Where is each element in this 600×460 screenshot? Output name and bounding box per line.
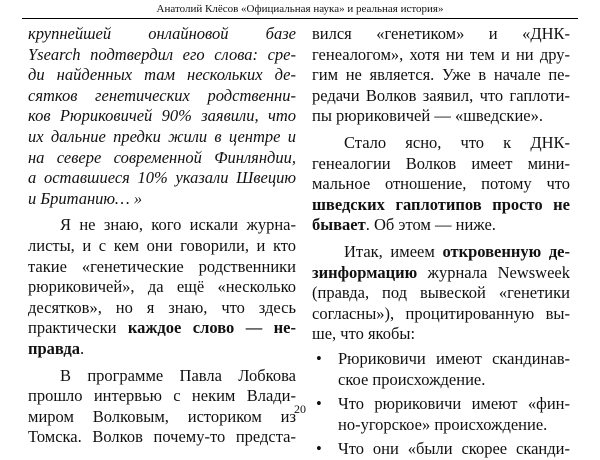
paragraph-line (28, 318, 296, 339)
paragraph-line: десятков», но я знаю, что здесь (28, 297, 296, 317)
paragraph-line: генеалогии Волков имеет мини- (312, 153, 570, 173)
paragraph-line (312, 215, 570, 236)
paragraph-line: пы рюриковичей — «шведские». (312, 106, 543, 126)
list-item-line: но-угорское» происхождение. (338, 414, 548, 434)
paragraph-line: редачи Волков заявил, что гаплоти- (312, 85, 570, 105)
paragraph-line: Стало ясно, что к ДНК- (344, 132, 570, 152)
quote-line: сятков генетических родственни- (28, 85, 296, 105)
paragraph-line: В программе Павла Лобкова (60, 365, 296, 385)
quote-line: ков Рюриковичей 90% заявили, что (28, 106, 296, 126)
bullet-icon: • (316, 439, 322, 459)
paragraph-line: прошло интервью с неким Влади- (28, 386, 296, 406)
bold-run: зинформацию (312, 262, 418, 282)
list-item-line: Рюриковичи имеют скандинав- (338, 348, 570, 368)
paragraph-line: ше, что якобы: (312, 324, 416, 344)
quote-line: крупнейшей онлайновой базе (28, 24, 296, 43)
list-item (312, 439, 570, 460)
list-item (312, 349, 570, 390)
paragraph-line: такие «генетические родственники (28, 256, 296, 276)
left-column (28, 24, 296, 448)
paragraph-line: Томска. Волков почему-то предста- (28, 427, 296, 447)
quote-line: а оставшиеся 10% указали Швецию (28, 168, 296, 188)
paragraph-line: гим не является. Уже в начале пе- (312, 65, 570, 85)
bold-run: откровенную де- (442, 241, 570, 261)
bullet-icon: • (316, 394, 322, 414)
paragraph-line: Я не знаю, кого искали журна- (60, 215, 296, 235)
right-column (312, 24, 570, 460)
quote-line: их дальние предки жили в центре и (28, 126, 296, 146)
page-number: 20 (294, 402, 306, 416)
paragraph-line (312, 263, 570, 284)
paragraph-line: шведских гаплотипов просто не (312, 194, 570, 214)
quote-line: Ysearch подтвердил его слова: сре- (28, 44, 296, 64)
list-item-line: Что рюриковичи имеют «фин- (338, 394, 570, 414)
bullet-icon: • (316, 348, 322, 368)
paragraph-line: вился «генетиком» и «ДНК- (312, 24, 570, 43)
text-run: . Об этом — ниже. (365, 215, 496, 235)
list-item-line: ское происхождение. (338, 369, 486, 389)
quote-line: и Британию… » (28, 188, 143, 208)
list-item-line: Что они «были скорее сканди- (338, 439, 570, 459)
text-run: . (80, 338, 85, 358)
quote-line: ди найденных там нескольких де- (28, 65, 296, 85)
paragraph-line (312, 242, 570, 263)
text-run: журнала Newsweek (417, 262, 570, 282)
bold-run: бывает (312, 215, 366, 235)
text-run: Итак, имеем (344, 241, 443, 261)
running-header: Анатолий Клёсов «Официальная наука» и реальная история» (22, 2, 578, 19)
paragraph-line: генеалогом», хотя ни тем и ни дру- (312, 44, 570, 64)
paragraph-line: (правда, под вывеской «генетики (312, 283, 570, 303)
paragraph-line: листы, и с кем они говорили, и кто (28, 235, 296, 255)
bold-run: каждое слово — не- (127, 318, 296, 338)
bold-run: правда (28, 338, 81, 358)
paragraph-line: мальное отношение, потому что (312, 174, 570, 194)
paragraph-line: согласны»), процитированную вы- (312, 303, 570, 323)
paragraph-line: миром Волковым, историком из (28, 406, 296, 426)
paragraph-line: рюриковичей», да ещё «несколько (28, 277, 296, 297)
quote-line: на севере современной Финляндии, (28, 147, 296, 167)
text-run: практически (28, 318, 128, 338)
paragraph-line (28, 339, 296, 360)
